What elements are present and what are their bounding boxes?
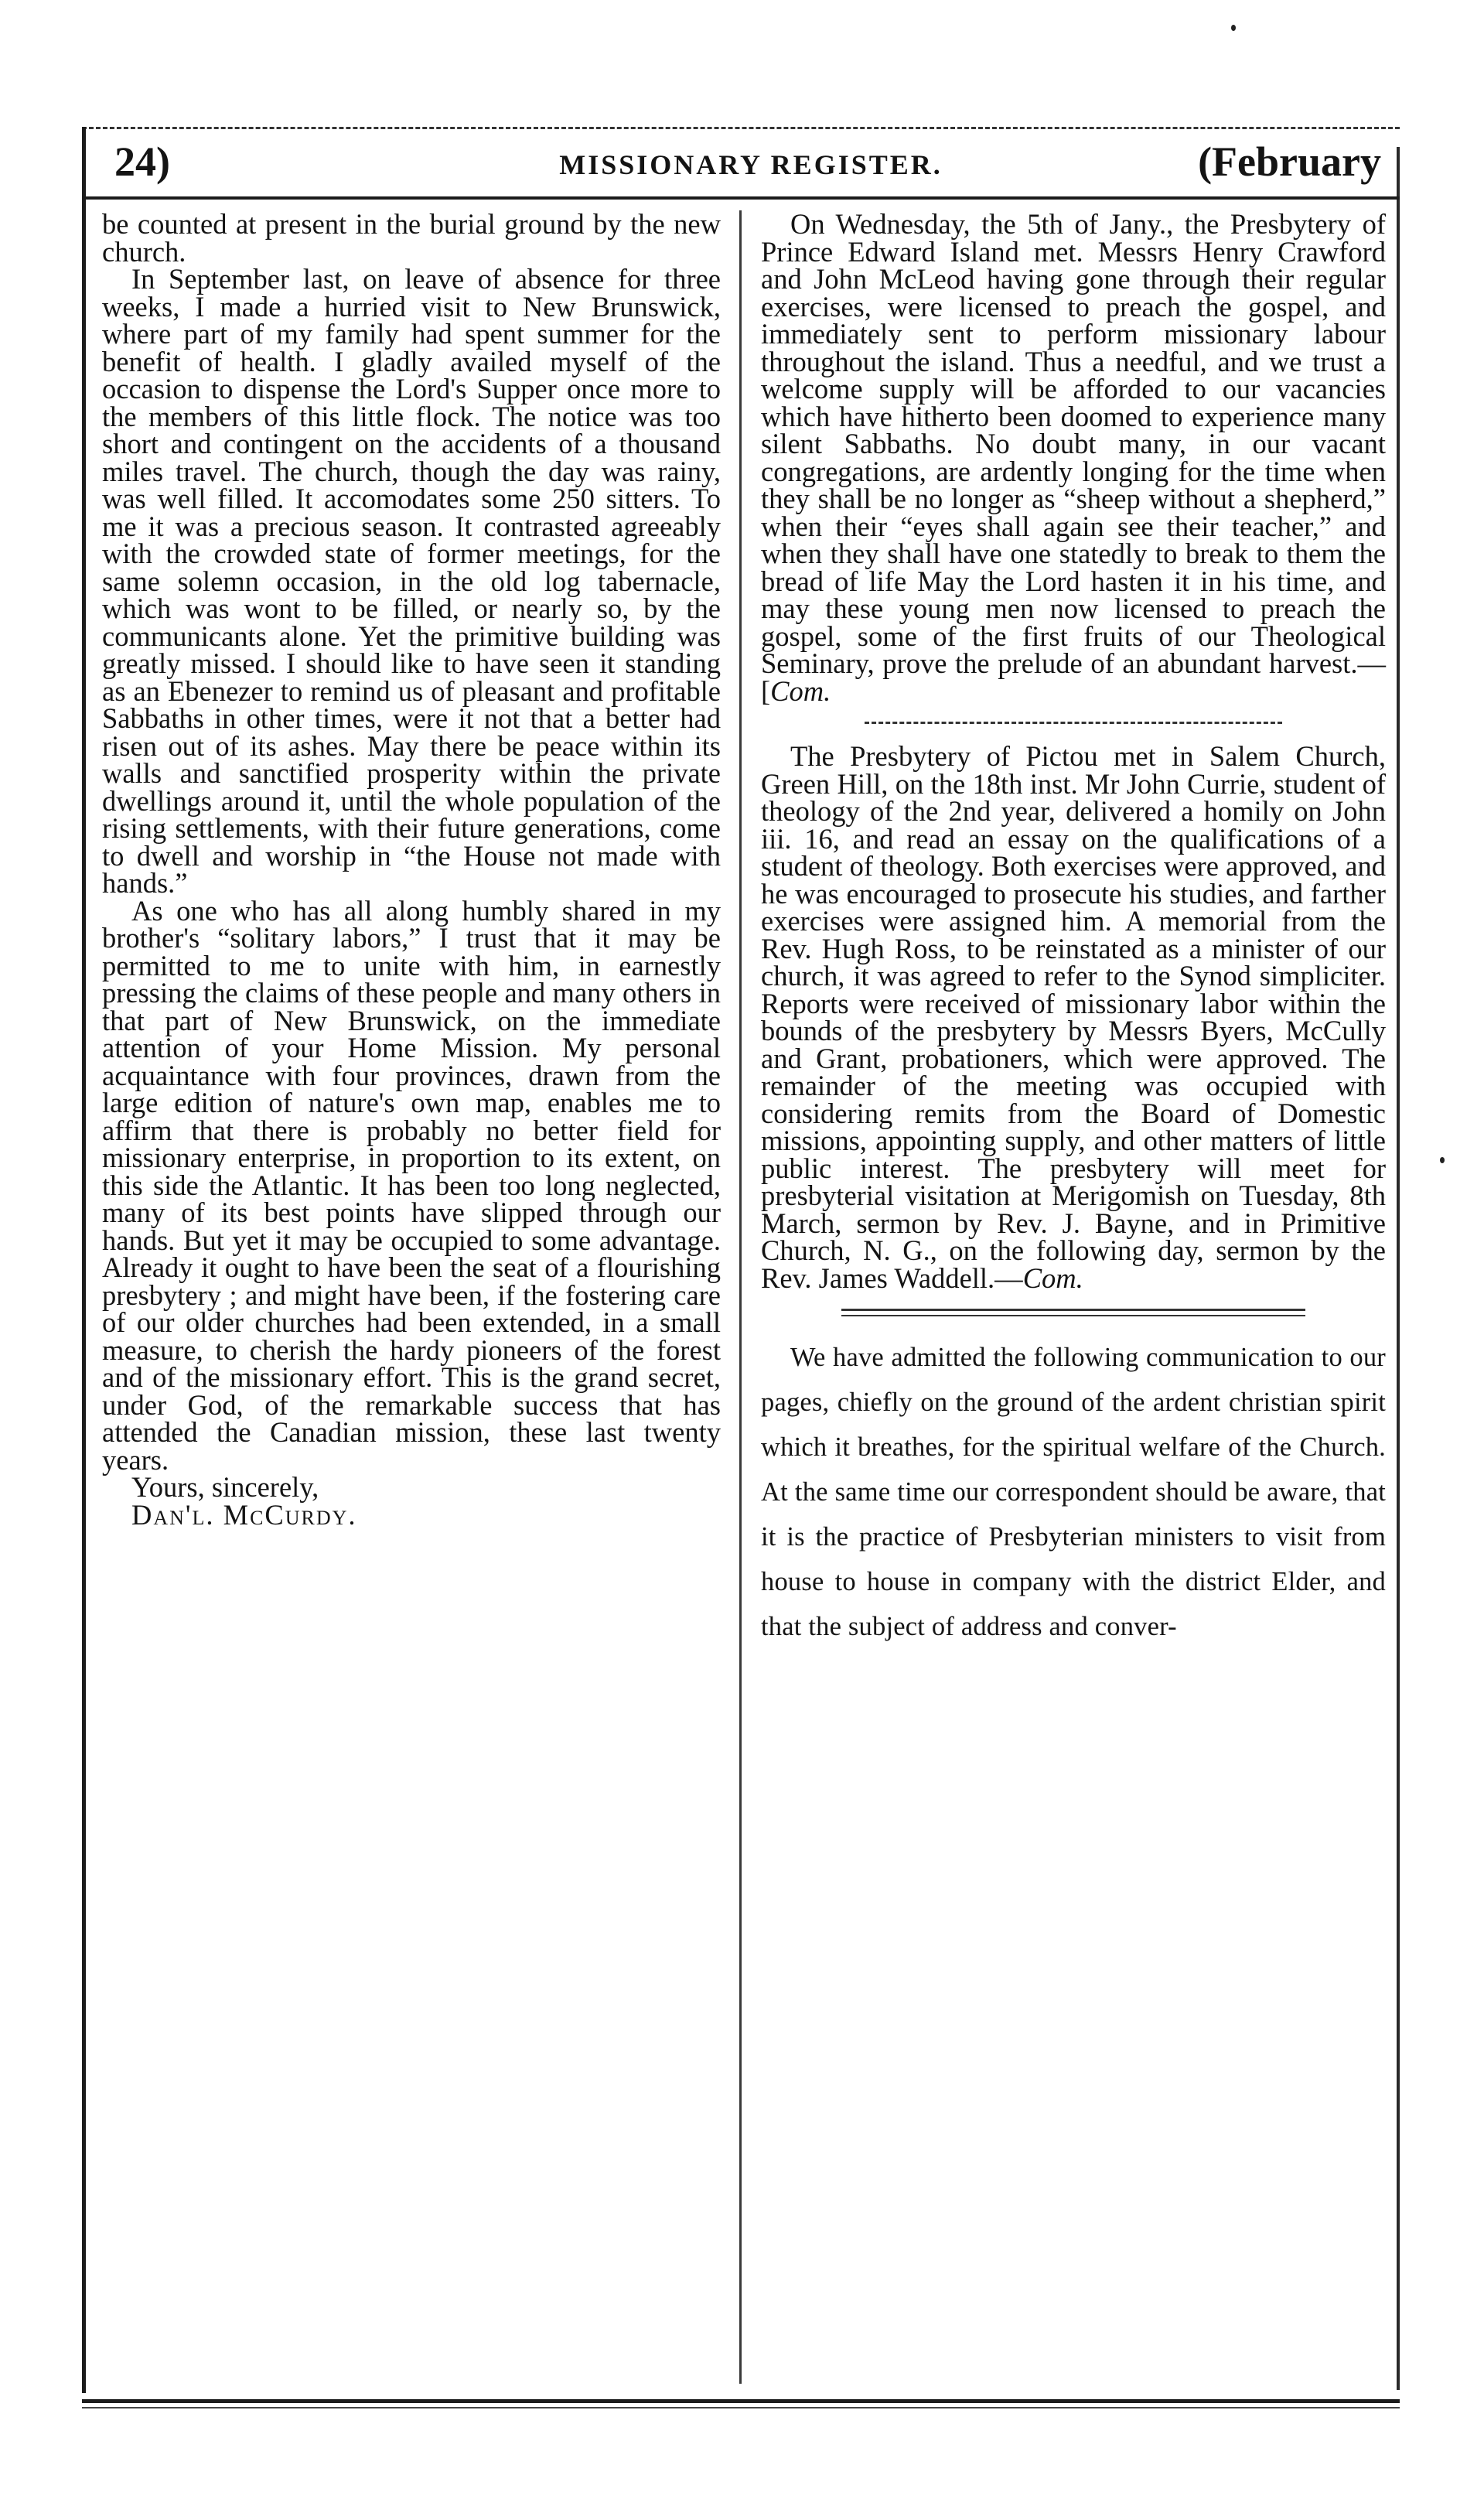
news-item-attribution: Com. [770, 674, 831, 707]
left-column [102, 208, 721, 1531]
section-separator [865, 722, 1282, 724]
top-border-rule [82, 127, 1400, 129]
section-separator [841, 1309, 1305, 1316]
journal-page [71, 116, 1400, 2417]
paragraph: be counted at present in the burial ground by the new church. [102, 208, 721, 268]
column-divider [739, 210, 742, 2384]
right-column [761, 210, 1386, 1649]
news-item-pei-presbytery [761, 210, 1386, 705]
paragraph: In September last, on leave of absence for three weeks, I made a hurried visit to New Brunswick, where part of my family had spent summer for the benefit of health. I gladly availed myself of the occasion to dispense the Lord's Supper once more to the members of this little flock. The notice was too short and contingent on the accidents of a thousand miles travel. The church, though the day was rainy, was well filled. It accomodates some 250 sitters. To me it was a precious season. It contrasted agreeably with the crowded state of former meetings, for the same solemn occasion, in the old log tabernacle, which was wont to be filled, or nearly so, by the communicants alone. Yet the primitive building was greatly missed. I should like to have seen it standing as an Ebenezer to remind us of pleasant and profitable Sabbaths in other times, were it not that a better had risen out of its ashes. May there be peace within its walls and sanctified prosperity within the private dwellings around it, until the whole population of the rising settlements, with their future generations, come to dwell and worship in “the House not made with hands.” [102, 263, 721, 899]
header-rule [82, 196, 1400, 200]
news-item-text: On Wednesday, the 5th of Jany., the Presbytery of Prince Edward Island met. Messrs Henry Crawford and John McLeod having gone through their regular exercises, were licensed to preach the gospel, and immediately sent to perform missionary labour throughout the island. Thus a needful, and we trust a welcome supply will be afforded to our vacancies which have hitherto been doomed to experience many silent Sabbaths. No doubt many, in our vacant congregations, are ardently longing for the time when they shall be no longer as “sheep without a shepherd,” when their “eyes shall again see their teacher,” and when they shall have one statedly to break to them the bread of life May the Lord hasten it in his time, and may these young men now licensed to preach the gospel, some of the first fruits of our Theological Seminary, prove the prelude of an abundant harvest.—[ [761, 208, 1386, 707]
editorial-note: We have admitted the following communication to our pages, chiefly on the ground of the ardent christian spirit which it breathes, for the spiritual welfare of the Church. At the same time our correspondent should be aware, that it is the practice of Presbyterian ministers to visit from house to house in company with the district Elder, and that the subject of address and conver- [761, 1343, 1386, 1641]
left-border-rule [82, 127, 86, 2393]
running-title: MISSIONARY REGISTER. [559, 149, 943, 180]
bottom-border-rule [82, 2399, 1400, 2403]
news-item-text: The Presbytery of Pictou met in Salem Church, Green Hill, on the 18th inst. Mr John Currie, student of theology of the 2nd year, delivered a homily on John iii. 16, and read an essay on the qualifications of a student of theology. Both exercises were approved, and he was encouraged to prosecute his studies, and farther exercises were assigned him. A memorial from the Rev. Hugh Ross, to be reinstated as a minister of our church, it was agreed to refer to the Synod simpliciter. Reports were received of missionary labor within the bounds of the presbytery by Messrs Byers, McCully and Grant, probationers, which were approved. The remainder of the meeting was occupied with considering remits from the Board of Domestic missions, appointing supply, and other matters of little public interest. The presbytery will meet for presbyterial visitation at Merigomish on Tuesday, 8th March, sermon by Rev. J. Bayne, and in Primitive Church, N. G., on the following day, sermon by the Rev. James Waddell.— [761, 740, 1386, 1294]
right-border-rule [1397, 147, 1400, 2390]
page-number: 24) [114, 138, 170, 185]
print-speck [1231, 25, 1236, 31]
news-item-pictou-presbytery [761, 740, 1386, 1294]
page-header [114, 138, 1387, 192]
paragraph: As one who has all along humbly shared in my brother's “solitary labors,” I trust that it may be permitted to me to unite with him, in earnestly pressing the claims of these people and many others in that part of New Brunswick, on the immediate attention of your Home Mission. My personal acquaintance with four provinces, drawn from the large edition of nature's own map, enables me to affirm that there is probably no better field for missionary enterprise, in proportion to its extent, on this side the Atlantic. It has been too long neglected, many of its best points have slipped through our hands. But yet it may be occupied to some advantage. Already it ought to have been the seat of a flourishing presbytery ; and might have been, if the fostering care of our older churches had been extended, in a small measure, to cherish the hardy pioneers of the forest and of the missionary effort. This is the grand secret, under God, of the remarkable success that has attended the Canadian mission, these last twenty years. [102, 894, 721, 1476]
bottom-border-rule-thin [82, 2407, 1400, 2408]
letter-salutation: Yours, sincerely, [131, 1471, 319, 1503]
running-month: (February [1198, 138, 1381, 185]
news-item-attribution: Com. [1022, 1261, 1083, 1294]
letter-signature: Dan'l. McCurdy. [131, 1498, 357, 1531]
print-speck [1440, 1157, 1445, 1163]
